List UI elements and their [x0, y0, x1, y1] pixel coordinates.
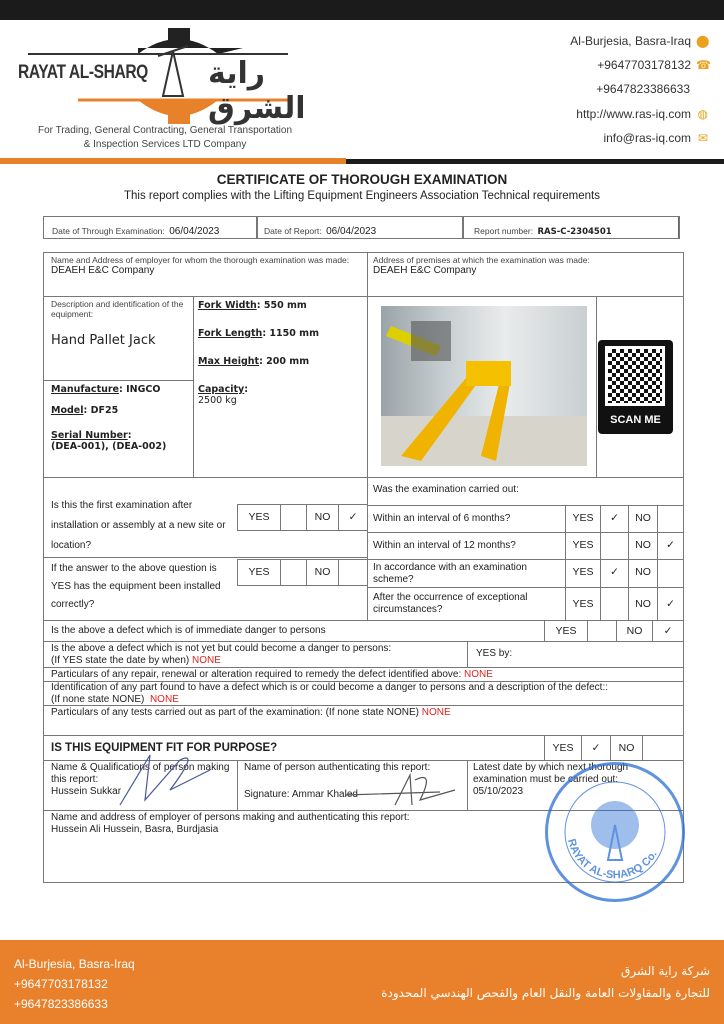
r3-no-checkbox[interactable]	[657, 559, 684, 588]
not-yet-danger-cell	[43, 641, 468, 668]
serial-value: (DEA-001), (DEA-002)	[51, 441, 167, 452]
authenticator-signature: Signature: Ammar Khaled	[244, 789, 358, 800]
contact-phone-2	[596, 82, 690, 96]
q1-yes-label: YES	[237, 504, 281, 531]
qr-code[interactable]	[598, 340, 673, 434]
question-exam-scheme: In accordance with an examination scheme?	[367, 559, 566, 588]
premises-cell	[367, 252, 684, 297]
question-exceptional: After the occurrence of exceptional circumstances?	[367, 587, 566, 621]
manufacture-value: : INGCO	[119, 384, 161, 395]
not-yet-hint: (If YES state the date by when)	[51, 655, 190, 666]
report-number-cell	[463, 216, 680, 239]
capacity-label: Capacity	[198, 384, 245, 395]
equipment-label: Description and identification of the equipment:	[51, 299, 184, 319]
immediate-no-checkbox[interactable]: ✓	[652, 620, 684, 642]
fork-length-value: : 1150 mm	[262, 328, 319, 339]
r4-no-checkbox[interactable]: ✓	[657, 587, 684, 621]
contact-phone-1	[597, 58, 711, 72]
equipment-specs-cell	[193, 296, 368, 478]
model-value: : DF25	[83, 405, 119, 416]
q2-yes-label: YES	[237, 559, 281, 586]
r2-yes-label: YES	[565, 532, 601, 560]
label: Date of Report:	[264, 226, 322, 236]
tagline-line-1: For Trading, General Contracting, General Transportation	[37, 125, 293, 136]
footer-arabic-name: شركة راية الشرق	[621, 964, 710, 978]
label: Report number:	[474, 226, 534, 236]
mail-icon: ✉	[697, 131, 708, 145]
question-first-exam: Is this the first examination after installation or assembly at a new site or location?	[51, 500, 226, 551]
r1-no-label: NO	[628, 505, 658, 533]
signature-maker	[110, 750, 220, 810]
model-label: Model	[51, 405, 84, 416]
carried-out-heading: Was the examination carried out:	[367, 477, 684, 506]
stamp-gear-icon	[548, 765, 682, 899]
tests-row	[43, 705, 684, 736]
q1-no-label: NO	[306, 504, 339, 531]
certificate-title: CERTIFICATE OF THOROUGH EXAMINATION	[216, 172, 508, 187]
label: Date of Through Examination:	[52, 226, 165, 236]
capacity-value: 2500 kg	[198, 395, 237, 406]
identification-value: NONE	[149, 694, 179, 705]
tagline-line-2: & Inspection Services LTD Company	[83, 139, 247, 150]
r2-yes-checkbox[interactable]	[600, 532, 629, 560]
pallet-jack-image	[381, 306, 587, 466]
max-height-label: Max Height	[198, 356, 260, 367]
contact-email[interactable]	[603, 131, 708, 145]
logo-arabic: راية الشرق	[208, 56, 306, 126]
equipment-name: Hand Pallet Jack	[51, 333, 156, 348]
divider-black	[346, 159, 724, 164]
r2-no-checkbox[interactable]: ✓	[657, 532, 684, 560]
q2-no-label: NO	[306, 559, 339, 586]
report-info-row	[43, 216, 679, 239]
r1-no-checkbox[interactable]	[657, 505, 684, 533]
r1-yes-label: YES	[565, 505, 601, 533]
qr-pattern	[605, 346, 665, 406]
fork-length-label: Fork Length	[198, 328, 263, 339]
maker-name: Hussein Sukkar	[51, 786, 122, 797]
authenticator-label: Name of person authenticating this report:	[244, 762, 431, 773]
maker-label: Name & Qualifications of person making this report:	[51, 762, 230, 785]
r3-yes-checkbox[interactable]: ✓	[600, 559, 629, 588]
report-number: RAS-C-2304501	[537, 227, 612, 237]
next-exam-date: 05/10/2023	[473, 786, 524, 797]
r2-no-label: NO	[628, 532, 658, 560]
identification-hint: (If none state NONE)	[51, 694, 145, 705]
footer	[0, 940, 724, 1024]
fork-width-value: : 550 mm	[256, 300, 307, 311]
report-employer-value: Hussein Ali Hussein, Basra, Burdjasia	[51, 824, 219, 835]
company-logo	[18, 26, 318, 126]
r4-yes-label: YES	[565, 587, 601, 621]
colon: :	[127, 430, 132, 441]
phone-text: +9647703178132	[597, 58, 691, 72]
signature-authenticator	[340, 770, 460, 810]
yes-by-field[interactable]: YES by:	[467, 641, 684, 668]
equipment-description-cell	[43, 296, 194, 381]
exam-date-cell	[43, 216, 257, 239]
footer-address: Al-Burjesia, Basra-Iraq	[14, 957, 135, 971]
max-height-value: : 200 mm	[259, 356, 310, 367]
question-6-months: Within an interval of 6 months?	[367, 505, 566, 533]
q2-yes-checkbox[interactable]	[280, 559, 307, 586]
serial-label: Serial Number	[51, 430, 128, 441]
footer-phone-1: +9647703178132	[14, 977, 108, 991]
tests-value: NONE	[421, 707, 451, 718]
fit-no-checkbox[interactable]	[642, 735, 684, 761]
immediate-yes-checkbox[interactable]	[587, 620, 617, 642]
report-date-cell	[257, 216, 463, 239]
next-exam-label: Latest date by which next thorough examination must be carried out:	[473, 762, 629, 785]
website-link[interactable]: http://www.ras-iq.com	[576, 107, 691, 121]
r4-yes-checkbox[interactable]	[600, 587, 629, 621]
manufacture-label: Manufacture	[51, 384, 119, 395]
r3-no-label: NO	[628, 559, 658, 588]
tests-label: Particulars of any tests carried out as part of the examination: (If none state NONE)	[51, 707, 419, 718]
question-installed: If the answer to the above question is YES has the equipment been installed correctly?	[51, 563, 221, 610]
certificate-subtitle: This report complies with the Lifting Equipment Engineers Association Technical requirements	[123, 190, 600, 202]
not-yet-value: NONE	[192, 655, 221, 666]
fit-yes-checkbox[interactable]: ✓	[581, 735, 611, 761]
repair-value: NONE	[464, 669, 493, 680]
colon: :	[244, 384, 249, 395]
repair-label: Particulars of any repair, renewal or alteration required to remedy the defect identified above:	[51, 669, 462, 680]
premises-label: Address of premises at which the examination was made:	[373, 255, 590, 265]
email-link[interactable]: info@ras-iq.com	[603, 131, 691, 145]
equipment-identity-cell	[43, 380, 194, 478]
question-immediate-danger: Is the above a defect which is of immediate danger to persons	[43, 620, 545, 642]
top-bar	[0, 0, 724, 20]
immediate-no-label: NO	[616, 620, 653, 642]
employer-cell	[43, 252, 368, 297]
question-not-yet-danger: Is the above a defect which is not yet but could become a danger to persons:	[51, 643, 392, 654]
company-stamp	[545, 762, 685, 902]
q1-yes-checkbox[interactable]	[280, 504, 307, 531]
address-text: Al-Burjesia, Basra-Iraq	[570, 34, 691, 48]
identification-row	[43, 681, 684, 706]
equipment-photo	[381, 306, 587, 466]
footer-arabic-description: للتجارة والمقاولات العامة والنقل العام والفحص الهندسي المحدودة	[381, 986, 710, 1000]
scan-me-label: SCAN ME	[610, 414, 661, 426]
globe-icon: ◍	[697, 107, 708, 121]
r1-yes-checkbox[interactable]: ✓	[600, 505, 629, 533]
phone-text: +9647823386633	[596, 82, 690, 96]
stamp-text: RAYAT AL-SHARQ Co.	[564, 837, 660, 882]
r3-yes-label: YES	[565, 559, 601, 588]
contact-website[interactable]	[576, 107, 708, 121]
employer-value: DEAEH E&C Company	[51, 265, 155, 276]
contact-address	[570, 34, 708, 48]
footer-phone-2: +9647823386633	[14, 997, 108, 1011]
phone-icon: ☎	[696, 58, 711, 72]
location-pin-icon: ⬤	[696, 34, 710, 48]
report-date: 06/04/2023	[326, 226, 377, 237]
repair-row	[43, 667, 684, 682]
exam-date: 06/04/2023	[169, 226, 220, 237]
report-employer-label: Name and address of employer of persons making and authenticating this report:	[51, 812, 410, 823]
q2-no-checkbox[interactable]	[338, 559, 368, 586]
immediate-yes-label: YES	[544, 620, 588, 642]
fit-for-purpose-question: IS THIS EQUIPMENT FIT FOR PURPOSE?	[43, 735, 545, 761]
r4-no-label: NO	[628, 587, 658, 621]
fork-width-label: Fork Width	[198, 300, 257, 311]
company-tagline	[10, 124, 320, 152]
question-12-months: Within an interval of 12 months?	[367, 532, 566, 560]
q1-no-checkbox[interactable]: ✓	[338, 504, 368, 531]
premises-value: DEAEH E&C Company	[373, 265, 477, 276]
fit-no-label: NO	[610, 735, 643, 761]
divider-orange	[0, 158, 346, 164]
logo-text: RAYAT AL-SHARQ	[18, 62, 148, 83]
fit-yes-label: YES	[544, 735, 582, 761]
employer-label: Name and Address of employer for whom the thorough examination was made:	[51, 255, 350, 265]
identification-label: Identification of any part found to have a defect which is or could become a danger to persons and a description of the defect::	[51, 682, 609, 693]
